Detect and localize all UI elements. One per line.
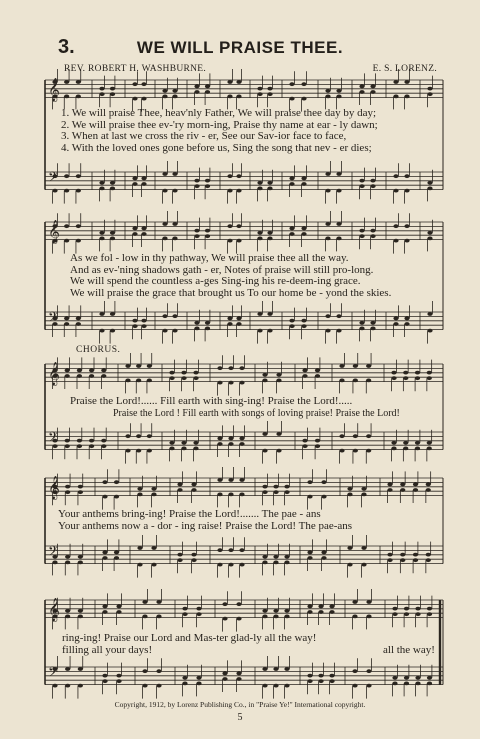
verse-3-line-1: 3. When at last we cross the riv - er, See our Sav-ior face to face, bbox=[61, 130, 347, 143]
author-credit: REV. ROBERT H. WASHBURNE. bbox=[64, 64, 207, 74]
verses-block-1 bbox=[61, 108, 378, 155]
chorus-line-3-lower: filling all your days! bbox=[62, 644, 153, 656]
hymn-title: WE WILL PRAISE THEE. bbox=[136, 38, 344, 57]
svg-text:𝄞: 𝄞 bbox=[48, 361, 60, 385]
copyright-footer: Copyright, 1912, by Lorenz Publishing Co., in "Praise Ye!" International copyright. bbox=[114, 700, 366, 709]
chorus-line-3-end: all the way! bbox=[383, 644, 435, 656]
chorus-line-3-upper: ring-ing! Praise our Lord and Mas-ter glad-ly all the way! bbox=[62, 632, 317, 644]
verse-2-line-2: And as ev-'ning shadows gath - er, Notes of praise will still pro-long. bbox=[70, 263, 374, 276]
chorus-line-1-upper: Praise the Lord!...... Fill earth with sing-ing! Praise the Lord!..... bbox=[70, 395, 353, 407]
verses-block-2 bbox=[70, 253, 391, 300]
svg-text:𝄞: 𝄞 bbox=[48, 219, 60, 243]
svg-text:𝄢: 𝄢 bbox=[48, 664, 59, 683]
verse-1-line-1: 1. We will praise Thee, heav'nly Father, We will praise thee day by day; bbox=[61, 107, 377, 119]
verse-3-line-2: We will spend the countless a-ges Sing-ing his re-deem-ing grace. bbox=[70, 275, 361, 288]
verse-4-line-1: 4. With the loved ones gone before us, Sing the song that nev - er dies; bbox=[61, 142, 372, 155]
svg-text:𝄢: 𝄢 bbox=[48, 309, 59, 328]
chorus-line-2-upper: Your anthems bring-ing! Praise the Lord!....... The pae - ans bbox=[58, 508, 321, 520]
svg-text:𝄞: 𝄞 bbox=[48, 597, 60, 621]
page-number: 5 bbox=[237, 712, 243, 723]
verse-2-line-1: 2. We will praise thee ev-'ry morn-ing, Praise thy name at ear - ly dawn; bbox=[61, 118, 378, 131]
chorus-label: CHORUS. bbox=[76, 345, 121, 355]
chorus-line-2-lower: Your anthems now a - dor - ing raise! Praise the Lord! The pae-ans bbox=[58, 520, 353, 532]
verse-1-line-2: As we fol - low in thy pathway, We will praise thee all the way. bbox=[70, 252, 349, 264]
chorus-line-1-lower: Praise the Lord ! Fill earth with songs of loving praise! Praise the Lord! bbox=[113, 408, 400, 419]
hymn-number: 3. bbox=[58, 36, 75, 58]
svg-text:𝄞: 𝄞 bbox=[48, 475, 60, 499]
svg-text:𝄞: 𝄞 bbox=[48, 77, 60, 101]
verse-4-line-2: We will praise the grace that brought us To our home be - yond the skies. bbox=[70, 287, 392, 300]
composer-credit: E. S. LORENZ. bbox=[372, 64, 437, 74]
svg-text:𝄢: 𝄢 bbox=[48, 543, 59, 562]
svg-text:𝄢: 𝄢 bbox=[48, 429, 59, 448]
svg-text:𝄢: 𝄢 bbox=[48, 169, 59, 188]
